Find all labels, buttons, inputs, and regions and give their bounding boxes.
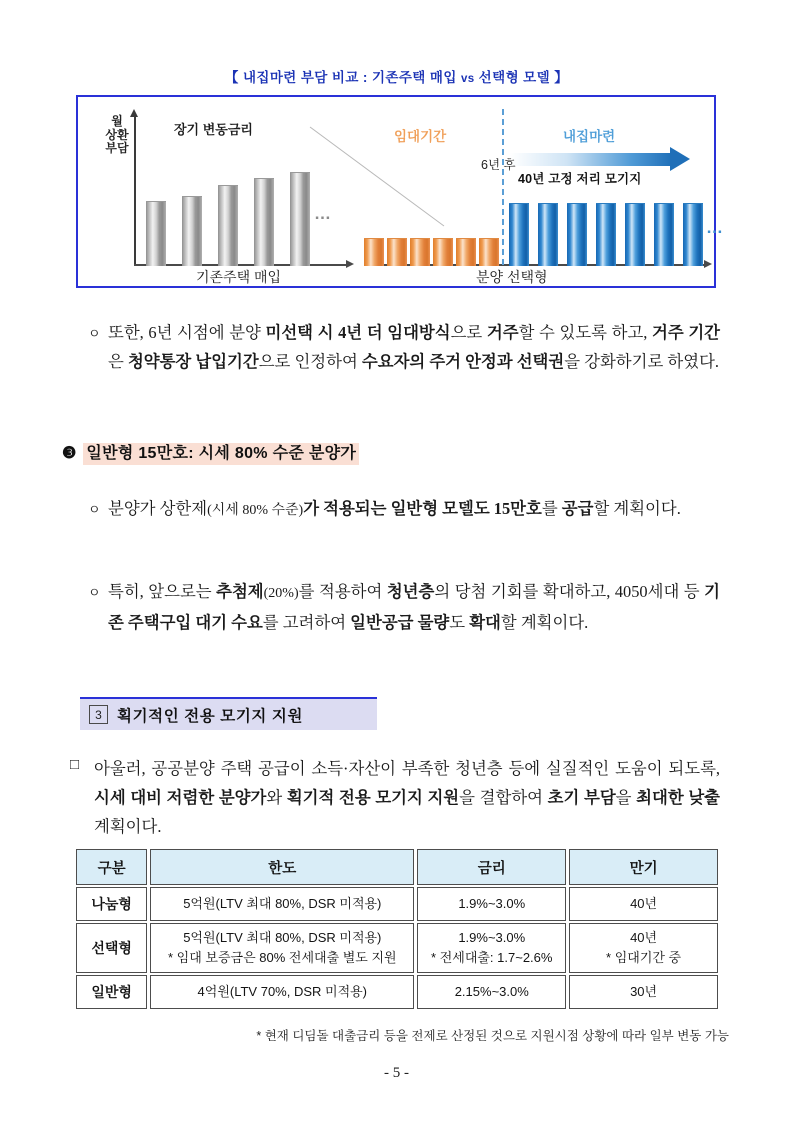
paragraph-1-rich: 또한, 6년 시점에 분양 미선택 시 4년 더 임대방식으로 거주할 수 있도록 하고, 거주 기간은 청약통장 납입기간으로 인정하여 수요자의 주거 안정과 선택권을 강화하기로 하였다. bbox=[108, 323, 720, 371]
cell-term-line1: 30년 bbox=[630, 984, 658, 999]
cell-term-line1: 40년 bbox=[630, 930, 658, 945]
label-homeowning: 내집마련 bbox=[563, 129, 616, 144]
cell-rate-line1: 2.15%~3.0% bbox=[454, 984, 529, 999]
paragraph-4-rich: 아울러, 공공분양 주택 공급이 소득·자산이 부족한 청년층 등에 실질적인 도움이 되도록, 시세 대비 저렴한 분양가와 획기적 전용 모기지 지원을 결합하여 초기 부담을 최대한 낮출 계획이다. bbox=[94, 759, 720, 836]
figure-title bbox=[0, 66, 793, 86]
six-year-divider bbox=[502, 109, 504, 265]
figure-title-vs: vs bbox=[460, 73, 475, 85]
table-row bbox=[76, 887, 718, 921]
table-row bbox=[76, 923, 718, 973]
table-row bbox=[76, 975, 718, 1009]
bar-blue-2 bbox=[538, 203, 558, 266]
paragraph-4 bbox=[94, 754, 720, 841]
cell-limit bbox=[150, 923, 414, 973]
col-header-term: 만기 bbox=[569, 849, 718, 885]
bar-blue-3 bbox=[567, 203, 587, 266]
cell-limit-line1: 5억원(LTV 최대 80%, DSR 미적용) bbox=[183, 930, 382, 945]
cell-limit-line2: * 임대 보증금은 80% 전세대출 별도 지원 bbox=[168, 950, 397, 965]
caption-choice-type: 분양 선택형 bbox=[476, 269, 548, 285]
cell-term-line2: * 임대기간 중 bbox=[606, 950, 682, 965]
bar-blue-7 bbox=[683, 203, 703, 266]
paragraph-3-rich: 특히, 앞으로는 추첨제(20%)를 적용하여 청년층의 당첨 기회를 확대하고, 4050세대 등 기존 주택구입 대기 수요를 고려하여 일반공급 물량도 확대할 계획이다. bbox=[108, 582, 720, 632]
cell-limit bbox=[150, 887, 414, 921]
heading-mortgage-support-label: 획기적인 전용 모기지 지원 bbox=[117, 707, 304, 725]
cell-rate bbox=[417, 887, 566, 921]
cell-category: 선택형 bbox=[76, 923, 147, 973]
cell-limit bbox=[150, 975, 414, 1009]
cell-rate-line2: * 전세대출: 1.7~2.6% bbox=[431, 950, 553, 965]
paragraph-2 bbox=[108, 494, 720, 525]
col-header-category: 구분 bbox=[76, 849, 147, 885]
blue-ellipsis: … bbox=[706, 218, 725, 237]
mortgage-arrow-head-icon bbox=[670, 147, 690, 171]
gray-ellipsis: … bbox=[314, 204, 333, 223]
label-rent-period: 임대기간 bbox=[394, 129, 447, 144]
heading-mortgage-support bbox=[80, 697, 377, 730]
cell-category: 나눔형 bbox=[76, 887, 147, 921]
cell-limit-line1: 5억원(LTV 최대 80%, DSR 미적용) bbox=[183, 896, 382, 911]
comparison-chart bbox=[76, 95, 725, 288]
cell-rate bbox=[417, 923, 566, 973]
paragraph-3 bbox=[108, 577, 720, 637]
bullet-marker-3: ㅇ bbox=[88, 585, 101, 600]
bar-blue-5 bbox=[625, 203, 645, 266]
y-axis-label: 월 상환부담 bbox=[105, 114, 129, 155]
table-header-row bbox=[76, 849, 718, 885]
mortgage-support-table bbox=[73, 847, 721, 1011]
bar-blue-1 bbox=[509, 203, 529, 266]
heading-box-number: 3 bbox=[89, 705, 108, 724]
bar-blue-6 bbox=[654, 203, 674, 266]
caption-existing-home-purchase: 기존주택 매입 bbox=[196, 269, 282, 285]
heading-general-type bbox=[62, 440, 359, 463]
paragraph-2-rich: 분양가 상한제(시세 80% 수준)가 적용되는 일반형 모델도 15만호를 공급할 계획이다. bbox=[108, 499, 681, 518]
paragraph-1 bbox=[108, 318, 720, 376]
col-header-rate: 금리 bbox=[417, 849, 566, 885]
label-six-years-later: 6년 후 bbox=[481, 158, 516, 172]
bullet-marker-2: ㅇ bbox=[88, 502, 101, 517]
cell-term bbox=[569, 887, 718, 921]
bullet-marker-4: □ bbox=[70, 757, 80, 773]
cell-term bbox=[569, 923, 718, 973]
cell-term-line1: 40년 bbox=[630, 896, 658, 911]
bar-blue-4 bbox=[596, 203, 616, 266]
table-footnote: * 현재 디딤돌 대출금리 등을 전제로 산정된 것으로 지원시점 상황에 따라 일부 변동 가능 bbox=[256, 1029, 729, 1043]
mortgage-arrow-body bbox=[510, 153, 672, 166]
figure-title-tail: 선택형 모델 】 bbox=[474, 70, 569, 85]
page-number: - 5 - bbox=[384, 1065, 409, 1081]
cell-term bbox=[569, 975, 718, 1009]
col-header-limit: 한도 bbox=[150, 849, 414, 885]
label-mortgage: 40년 고정 저리 모기지 bbox=[518, 172, 642, 186]
heading-number-3: ❸ bbox=[62, 445, 77, 462]
cell-rate-line1: 1.9%~3.0% bbox=[458, 896, 526, 911]
label-long-variable-rate: 장기 변동금리 bbox=[174, 122, 253, 137]
cell-rate-line1: 1.9%~3.0% bbox=[458, 930, 526, 945]
cell-category: 일반형 bbox=[76, 975, 147, 1009]
figure-title-main: 【 내집마련 부담 비교 : 기존주택 매입 bbox=[224, 70, 461, 85]
cell-limit-line1: 4억원(LTV 70%, DSR 미적용) bbox=[197, 984, 368, 999]
heading-general-type-label: 일반형 15만호: 시세 80% 수준 분양가 bbox=[83, 443, 359, 465]
bullet-marker-1: ㅇ bbox=[88, 326, 101, 341]
cell-rate bbox=[417, 975, 566, 1009]
